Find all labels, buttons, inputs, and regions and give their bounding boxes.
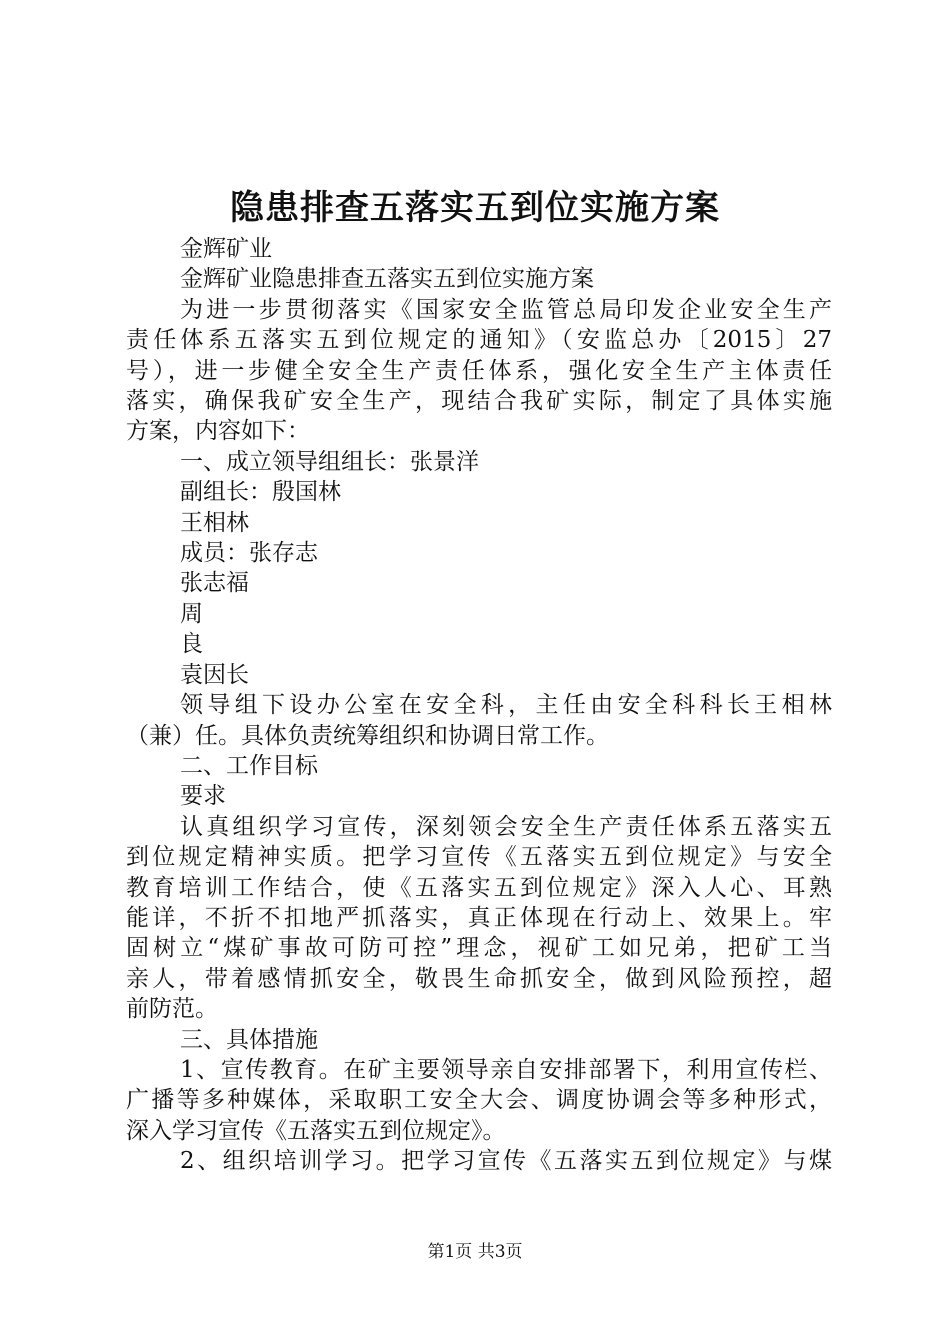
list-item-name: 王相林: [180, 509, 249, 536]
list-item-deputy: 副组长：殷国林: [180, 479, 341, 506]
paragraph-measure-line: 1、宣传教育。在矿主要领导亲自安排部署下，利用宣传栏、: [180, 1056, 832, 1083]
section-heading-leadership: 一、成立领导组组长：张景洋: [180, 448, 479, 475]
paragraph-intro-line: 责任体系五落实五到位规定的通知》（安监总办〔2015〕27: [126, 327, 832, 354]
paragraph-goals-line: 亲人，带着感情抓安全，敬畏生命抓安全，做到风险预控，超: [126, 965, 832, 992]
paragraph-office-line: 领导组下设办公室在安全科，主任由安全科科长王相林: [180, 692, 832, 719]
paragraph-intro-line: 号），进一步健全安全生产责任体系，强化安全生产主体责任: [126, 357, 832, 384]
list-item-name: 张志福: [180, 570, 249, 597]
paragraph-company: 金辉矿业: [180, 236, 272, 262]
paragraph-goals-line: 能详，不折不扣地严抓落实，真正体现在行动上、效果上。牢: [126, 904, 832, 931]
paragraph-goals-line: 固树立“煤矿事故可防可控”理念，视矿工如兄弟，把矿工当: [126, 935, 832, 962]
paragraph-measure-line: 深入学习宣传《五落实五到位规定》。: [126, 1117, 506, 1144]
document-body: [126, 234, 832, 1177]
section-heading-measures: 三、具体措施: [180, 1026, 318, 1053]
paragraph-goals-line: 教育培训工作结合，使《五落实五到位规定》深入人心、耳熟: [126, 874, 832, 901]
paragraph-measure-line: 广播等多种媒体，采取职工安全大会、调度协调会等多种形式，: [126, 1087, 832, 1114]
paragraph-intro-line: 方案，内容如下：: [126, 418, 310, 445]
paragraph-goals-line: 认真组织学习宣传，深刻领会安全生产责任体系五落实五: [180, 813, 832, 840]
paragraph-office-line: （兼）任。具体负责统筹组织和协调日常工作。: [126, 722, 609, 749]
paragraph-subtitle: 金辉矿业隐患排查五落实五到位实施方案: [180, 266, 594, 293]
list-item-name: 袁因长: [180, 661, 249, 688]
page-footer: 第1页 共3页: [427, 1242, 523, 1262]
section-heading-goals: 二、工作目标: [180, 752, 318, 779]
list-item-members: 成员：张存志: [180, 540, 318, 567]
list-item-name: 周: [180, 600, 203, 627]
document-title: 隐患排查五落实五到位实施方案: [230, 188, 720, 228]
section-subheading-requirements: 要求: [180, 783, 226, 810]
paragraph-measure-line: 2、组织培训学习。把学习宣传《五落实五到位规定》与煤: [180, 1148, 832, 1175]
paragraph-goals-line: 到位规定精神实质。把学习宣传《五落实五到位规定》与安全: [126, 844, 832, 871]
paragraph-goals-line: 前防范。: [126, 996, 218, 1023]
paragraph-intro-line: 落实，确保我矿安全生产，现结合我矿实际，制定了具体实施: [126, 388, 832, 415]
list-item-name: 良: [180, 631, 203, 658]
paragraph-intro-line: 为进一步贯彻落实《国家安全监管总局印发企业安全生产: [180, 296, 832, 323]
